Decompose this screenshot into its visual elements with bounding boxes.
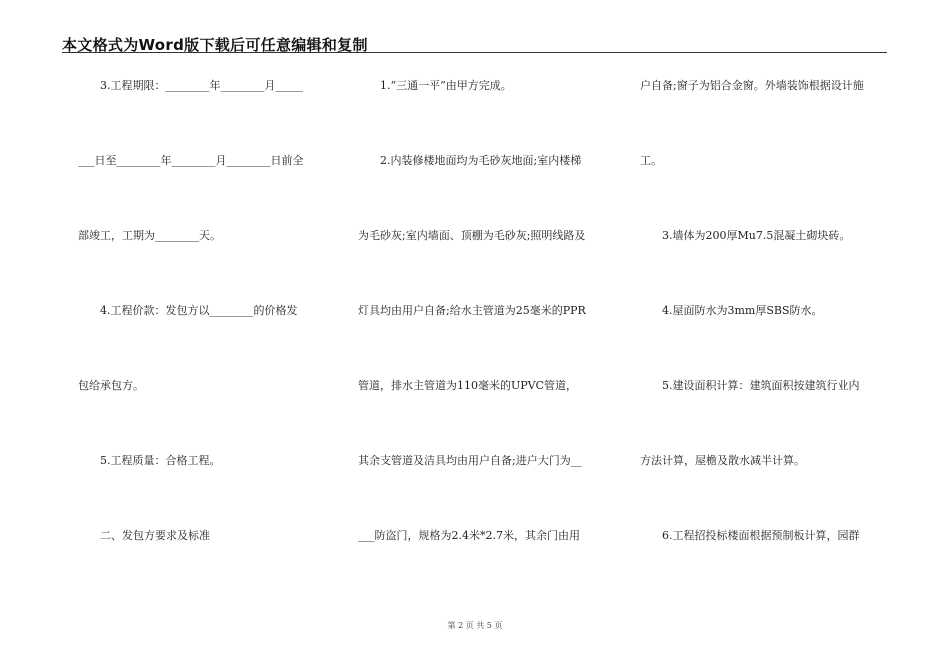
text-line: ___日至________年________月________日前全 (78, 154, 304, 167)
text-column-3 (640, 0, 890, 620)
text-line: 5.工程质量：合格工程。 (78, 454, 221, 467)
text-line: 4.工程价款：发包方以________的价格发 (78, 304, 298, 317)
text-line: 3.墙体为200厚Mu7.5混凝土砌块砖。 (640, 229, 851, 242)
page-header-title: 本文格式为Word版下载后可任意编辑和复制 (62, 36, 368, 54)
text-line: 1.“三通一平”由甲方完成。 (358, 79, 512, 92)
text-line: 管道，排水主管道为110毫米的UPVC管道， (358, 379, 578, 392)
text-line: 6.工程招投标楼面根据预制板计算，园群 (640, 529, 860, 542)
text-line: 户自备;窗子为铝合金窗。外墙装饰根据设计施 (640, 79, 864, 92)
text-column-1 (78, 0, 340, 620)
text-line: ___防盗门，规格为2.4米*2.7米，其余门由用 (358, 529, 580, 542)
text-line: 4.屋面防水为3mm厚SBS防水。 (640, 304, 823, 317)
text-line: 其余支管道及洁具均由用户自备;进户大门为__ (358, 454, 582, 467)
text-line: 为毛砂灰;室内墙面、顶棚为毛砂灰;照明线路及 (358, 229, 586, 242)
text-line: 包给承包方。 (78, 379, 144, 392)
text-line: 方法计算，屋檐及散水减半计算。 (640, 454, 805, 467)
page-number: 第 2 页 共 5 页 (447, 621, 503, 630)
text-line: 灯具均由用户自备;给水主管道为25毫米的PPR (358, 304, 586, 317)
text-line: 2.内装修楼地面均为毛砂灰地面;室内楼梯 (358, 154, 582, 167)
text-line: 工。 (640, 154, 662, 167)
text-line: 部竣工，工期为________天。 (78, 229, 221, 242)
text-line: 二、发包方要求及标准 (78, 529, 210, 542)
text-line: 5.建设面积计算：建筑面积按建筑行业内 (640, 379, 860, 392)
text-column-2 (358, 0, 616, 620)
text-line: 3.工程期限：________年________月_____ (78, 79, 303, 92)
